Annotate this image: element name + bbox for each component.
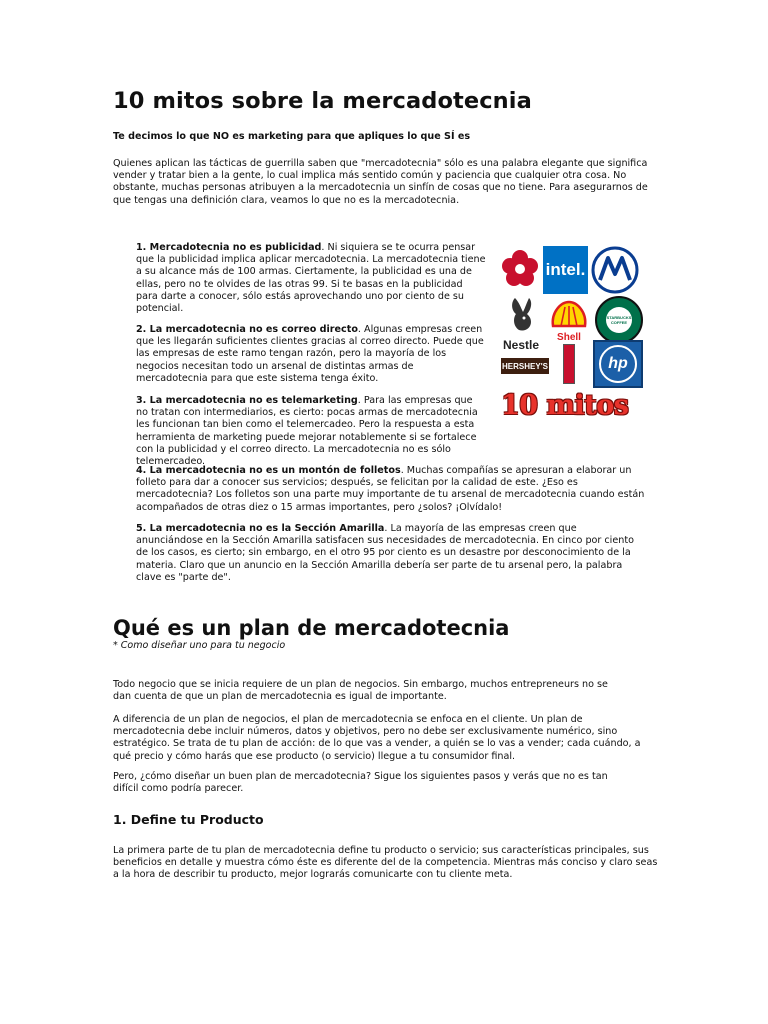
intel-logo: intel.	[543, 246, 588, 294]
intro-paragraph: Quienes aplican las tácticas de guerrilla saben que "mercadotecnia" sólo es una palabra elegante que significa vender y tratar bien a la gente, lo cual implica más sentido común y paciencia que cualquier otra cosa. No obstante, muchas personas atribuyen a la mercadotecnia un sinfín de cosas que no tiene. Para asegurarnos de que tengas una definición clara, veamos lo que no es la mercadotecnia.	[113, 158, 648, 206]
myth-2-body: . Algunas empresas creen que les llegarán suficientes clientes gracias al correo directo. Puede que las empresas de este ramo tengan razón, pero la mayoría de los negocios necesitan todo un arsenal de distintas armas de mercadotecnia para que este sistema tenga éxito.	[136, 324, 484, 384]
myth-3-body: . Para las empresas que no tratan con intermediarios, es cierto: pocas armas de mercadotecnia les funcionan tan bien como el telemercadeo. Pero la respuesta a esta herramienta de marketing puede mejorar notablemente si se fortalece con la publicidad y el correo directo. La mercadotecnia no es sólo telemercadeo.	[136, 395, 478, 468]
myth-4-body: . Muchas compañías se apresuran a elaborar un folleto para dar a conocer sus servicios; después, se felicitan por la calidad de este. ¿Eso es mercadotecnia? Los folletos son una parte muy importante de tu arsenal de mercadotecnia cuando están acompañados de otras diez o 15 armas importantes, pero ¿solos? ¡Olvídalo!	[136, 465, 645, 513]
hersheys-logo: HERSHEY'S	[501, 358, 549, 374]
paragraph-3: Pero, ¿cómo diseñar un buen plan de mercadotecnia? Sigue los siguientes pasos y verás que no es tan difícil como podría parecer.	[113, 771, 608, 795]
paragraph-4: La primera parte de tu plan de mercadotecnia define tu producto o servicio; sus características principales, sus beneficios en detalle y muestra cómo éste es diferente del de la competencia. Mientras más conciso y claro seas a la hora de describir tu producto, mejor lograrás comunicarte con tu cliente meta.	[113, 845, 658, 881]
myth-1-head: 1. Mercadotecnia no es publicidad	[136, 242, 322, 253]
subtitle: Te decimos lo que NO es marketing para que apliques lo que SÍ es	[113, 131, 471, 142]
myth-5-head: 5. La mercadotecnia no es la Sección Amarilla	[136, 523, 385, 534]
motorola-logo-icon	[591, 246, 639, 294]
shell-logo	[549, 298, 589, 342]
section2-title: Qué es un plan de mercadotecnia	[113, 616, 510, 640]
paragraph-1: Todo negocio que se inicia requiere de un plan de negocios. Sin embargo, muchos entrepreneurs no se dan cuenta de que un plan de mercadotecnia es igual de importante.	[113, 679, 608, 703]
myth-3	[136, 395, 481, 468]
shell-icon	[549, 298, 589, 330]
red-product-can	[563, 344, 575, 384]
myth-1	[136, 242, 486, 315]
nestle-logo: Nestle	[503, 338, 540, 352]
section2-note: * Como diseñar uno para tu negocio	[113, 640, 286, 651]
shell-label: Shell	[557, 332, 581, 343]
myth-5-body: . La mayoría de las empresas creen que anunciándose en la Sección Amarilla satisfacen sus necesidades de mercadotecnia. En cinco por ciento de los casos, es cierto; sin embargo, en el otro 95 por ciento es un desastre por desconocimiento de la materia. Claro que un anuncio en la Sección Amarilla debería ser parte de tu arsenal pero, la palabra clave es "parte de".	[136, 523, 634, 583]
ten-myths-banner: 10 mitos	[501, 390, 629, 421]
step-1-title: 1. Define tu Producto	[113, 812, 264, 827]
myth-4	[136, 465, 656, 514]
hp-logo	[593, 340, 643, 388]
starbucks-logo	[595, 296, 643, 344]
myth-1-body: . Ni siquiera se te ocurra pensar que la publicidad implica aplicar mercadotecnia. La mercadotecnia tiene a su alcance más de 100 armas. Ciertamente, la publicidad es una de ellas, pero no te olvides de las otras 99. Si te basas en la publicidad para darte a conocer, sólo estás aprovechando uno por ciento de su potencial.	[136, 242, 486, 315]
brand-logos-collage	[499, 242, 643, 426]
bunny-logo-icon	[505, 294, 539, 334]
paragraph-2: A diferencia de un plan de negocios, el plan de mercadotecnia se enfoca en el cliente. Un plan de mercadotecnia debe incluir números, datos y objetivos, pero no debe ser exclusivamente numérico, sino estratégico. Se trata de tu plan de acción: de lo que vas a vender, a quién se lo vas a vender; cada cuándo, a qué precio y cómo harás que ese producto (o servicio) llegue a tu consumidor final.	[113, 714, 641, 762]
myth-3-head: 3. La mercadotecnia no es telemarketing	[136, 395, 358, 406]
hp-label: hp	[599, 345, 637, 383]
page-title: 10 mitos sobre la mercadotecnia	[113, 88, 532, 114]
myth-4-head: 4. La mercadotecnia no es un montón de folletos	[136, 465, 401, 476]
myth-5	[136, 523, 641, 584]
myth-2-head: 2. La mercadotecnia no es correo directo	[136, 324, 358, 335]
flower-logo-icon	[499, 248, 541, 290]
starbucks-label: STARBUCKS COFFEE	[606, 307, 632, 333]
myth-2	[136, 324, 488, 385]
